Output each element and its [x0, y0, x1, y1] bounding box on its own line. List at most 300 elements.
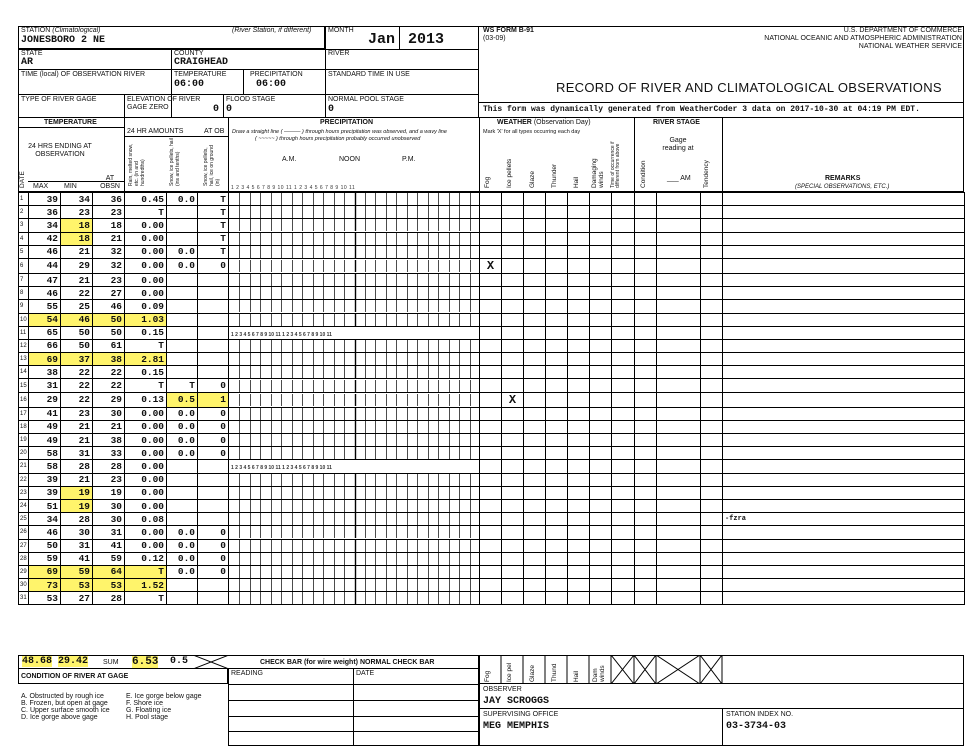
rain-cell: 0.00 [125, 258, 167, 273]
ice-pellets-cell [502, 513, 524, 526]
time-occurrence-cell [612, 499, 635, 512]
snow-cell [167, 499, 198, 512]
precip-hour-grid [229, 592, 480, 604]
station-value: JONESBORO 2 NE [21, 35, 106, 46]
ice-pellets-cell: X [502, 392, 524, 407]
hdr-vline-3 [243, 69, 244, 94]
day-cell: 1 [19, 193, 29, 206]
snow-ground-cell: T [198, 232, 229, 245]
precip-hours-cell [229, 552, 480, 565]
snow-ground-cell: T [198, 219, 229, 232]
snow-cell: 0.0 [167, 552, 198, 565]
weather-header: WEATHER [497, 119, 532, 126]
precip-hours-cell [229, 460, 480, 473]
rain-cell: 1.03 [125, 313, 167, 326]
gage-reading-cell [657, 434, 701, 447]
thunder-cell [546, 392, 568, 407]
thunder-header: Thunder [551, 163, 558, 188]
min-cell: 34 [61, 193, 93, 206]
obs-cell: 50 [93, 326, 125, 339]
snow-ground-cell [198, 579, 229, 592]
time-occurrence-cell [612, 379, 635, 392]
day-cell: 24 [19, 499, 29, 512]
snow-cell [167, 219, 198, 232]
time-label: TIME (local) OF OBSERVATION RIVER [21, 71, 146, 78]
damaging-winds-cell [590, 579, 612, 592]
damaging-winds-cell [590, 245, 612, 258]
precip-hour-grid [229, 193, 480, 205]
damaging-winds-cell [590, 313, 612, 326]
ice-pellets-cell [502, 326, 524, 339]
rain-cell: 0.00 [125, 447, 167, 460]
precip-hour-grid [229, 340, 480, 352]
table-row [19, 258, 965, 273]
precip-hour-grid [229, 540, 480, 552]
table-row [19, 592, 965, 605]
gage-reading-cell [657, 392, 701, 407]
snow-ground-cell: 0 [198, 539, 229, 552]
station-label: STATION (Climatological) [21, 27, 101, 34]
condition-cell [635, 245, 657, 258]
glaze-cell [524, 434, 546, 447]
table-row [19, 473, 965, 486]
glaze-cell [524, 379, 546, 392]
table-row [19, 513, 965, 526]
precip-hour-grid [229, 513, 480, 525]
damaging-winds-cell [590, 460, 612, 473]
fog-cell [480, 206, 502, 219]
col-vline-1 [124, 118, 125, 192]
remarks-cell [723, 592, 965, 605]
year-value: 2013 [408, 31, 445, 48]
min-cell: 27 [61, 592, 93, 605]
max-cell: 69 [29, 353, 61, 366]
wx-ice: Ice pel [506, 662, 513, 682]
date-header: DATE [19, 171, 26, 188]
ice-pellets-cell [502, 232, 524, 245]
gage-reading-cell [657, 326, 701, 339]
day-cell: 15 [19, 379, 29, 392]
state-value: AR [21, 57, 34, 68]
snow-cell [167, 300, 198, 313]
hail-cell [568, 379, 590, 392]
max-cell: 47 [29, 273, 61, 286]
tendency-cell [701, 273, 723, 286]
snow-cell [167, 513, 198, 526]
obs-cell: 50 [93, 313, 125, 326]
precip-hours-cell [229, 392, 480, 407]
max-cell: 42 [29, 232, 61, 245]
thunder-cell [546, 473, 568, 486]
hail-cell [568, 499, 590, 512]
precip-hours-cell [229, 407, 480, 420]
damaging-winds-cell [590, 486, 612, 499]
hail-header: Hail [573, 176, 580, 188]
glaze-cell [524, 392, 546, 407]
date-label: DATE [356, 670, 375, 677]
max-cell: 39 [29, 486, 61, 499]
max-cell: 34 [29, 219, 61, 232]
precip-hours-cell [229, 353, 480, 366]
remarks-cell [723, 245, 965, 258]
gage-reading-cell [657, 486, 701, 499]
rain-cell: 0.00 [125, 526, 167, 539]
damaging-winds-cell [590, 499, 612, 512]
hail-cell [568, 392, 590, 407]
hail-cell [568, 552, 590, 565]
glaze-cell [524, 552, 546, 565]
time-occurrence-cell [612, 193, 635, 206]
obs-cell: 36 [93, 193, 125, 206]
month-divider [399, 26, 400, 49]
cond-a: A. Obstructed by rough ice [21, 693, 104, 700]
min-cell: 30 [61, 526, 93, 539]
fog-cell [480, 473, 502, 486]
precip-hour-grid [229, 460, 480, 472]
thunder-cell [546, 353, 568, 366]
snow-ground-cell [198, 353, 229, 366]
max-cell: 46 [29, 287, 61, 300]
tendency-cell [701, 473, 723, 486]
day-cell: 23 [19, 486, 29, 499]
precip-hours-cell [229, 499, 480, 512]
precip-hour-grid [229, 380, 480, 392]
table-row [19, 232, 965, 245]
max-cell: 58 [29, 447, 61, 460]
condition-cell [635, 592, 657, 605]
max-cell: 38 [29, 366, 61, 379]
rain-cell: 0.00 [125, 473, 167, 486]
day-cell: 20 [19, 447, 29, 460]
at-ob-header: AT OB [204, 128, 225, 135]
day-cell: 25 [19, 513, 29, 526]
obs-cell: 22 [93, 366, 125, 379]
damaging-winds-cell [590, 379, 612, 392]
min-cell: 50 [61, 339, 93, 352]
hour-labels: 1 2 3 4 5 6 7 8 9 10 11 1 2 3 4 5 6 7 8 9 10 11 [231, 465, 332, 472]
snow-cell [167, 326, 198, 339]
supervising-label: SUPERVISING OFFICE [483, 711, 559, 718]
gage-reading-cell [657, 539, 701, 552]
table-row [19, 300, 965, 313]
snow-ground-cell: 0 [198, 379, 229, 392]
glaze-cell [524, 287, 546, 300]
precip-hour-grid [229, 314, 480, 326]
glaze-cell [524, 473, 546, 486]
fog-cell [480, 552, 502, 565]
rain-cell: T [125, 206, 167, 219]
condition-cell [635, 313, 657, 326]
snow-ground-cell: 0 [198, 434, 229, 447]
remarks-cell [723, 193, 965, 206]
ice-pellets-cell [502, 219, 524, 232]
gage-reading-header: Gage reading at [662, 137, 694, 152]
max-cell: 49 [29, 434, 61, 447]
snow-ground-cell: 0 [198, 526, 229, 539]
damaging-winds-cell [590, 473, 612, 486]
amounts-header: 24 HR AMOUNTS [127, 128, 184, 135]
table-row [19, 539, 965, 552]
day-cell: 9 [19, 300, 29, 313]
precip-hour-grid [229, 408, 480, 420]
snow-cell [167, 366, 198, 379]
hail-cell [568, 245, 590, 258]
ice-pellets-cell [502, 313, 524, 326]
day-cell: 11 [19, 326, 29, 339]
min-cell: 28 [61, 513, 93, 526]
damaging-winds-cell [590, 552, 612, 565]
glaze-cell [524, 592, 546, 605]
table-row [19, 219, 965, 232]
precip-hours-cell [229, 486, 480, 499]
condition-cell [635, 434, 657, 447]
condition-cell [635, 193, 657, 206]
snow-cell [167, 313, 198, 326]
col-hline-1 [18, 127, 124, 128]
river-label: RIVER [328, 50, 350, 57]
elevation-value: 0 [213, 104, 220, 115]
time-occurrence-cell [612, 245, 635, 258]
min-cell: 59 [61, 565, 93, 578]
remarks-cell [723, 539, 965, 552]
obs-cell: 29 [93, 392, 125, 407]
hail-cell [568, 539, 590, 552]
pm-header: P.M. [402, 156, 416, 163]
precip-hour-grid [229, 579, 480, 591]
foot-hline-1 [228, 684, 479, 685]
obs-cell: 59 [93, 552, 125, 565]
precip-hours-cell [229, 339, 480, 352]
remarks-cell [723, 447, 965, 460]
foot-vline [353, 669, 354, 746]
rain-cell: T [125, 339, 167, 352]
glaze-header: Glaze [529, 171, 536, 188]
day-cell: 18 [19, 420, 29, 433]
table-row [19, 339, 965, 352]
col-hline-2 [28, 181, 124, 182]
hail-cell [568, 219, 590, 232]
generated-note: This form was dynamically generated from WeatherCoder 3 data on 2017-10-30 at 04:19 PM EDT. [483, 105, 920, 114]
fog-cell [480, 219, 502, 232]
precip-hour-grid [229, 447, 480, 459]
hail-cell [568, 460, 590, 473]
tendency-cell [701, 232, 723, 245]
ice-pellets-cell [502, 353, 524, 366]
obs-cell: 27 [93, 287, 125, 300]
max-cell: 65 [29, 326, 61, 339]
damaging-winds-cell [590, 565, 612, 578]
station-index-value: 03-3734-03 [726, 721, 787, 732]
wx-glaze: Glaze [529, 665, 536, 682]
glaze-cell [524, 300, 546, 313]
remarks-cell [723, 486, 965, 499]
snow-cell [167, 592, 198, 605]
glaze-cell [524, 326, 546, 339]
cond-f: F. Shore ice [126, 700, 163, 707]
obs-cell: 64 [93, 565, 125, 578]
thunder-cell [546, 219, 568, 232]
precip-hours-cell [229, 565, 480, 578]
min-cell: 23 [61, 206, 93, 219]
ice-pellets-cell [502, 366, 524, 379]
glaze-cell [524, 447, 546, 460]
rain-cell: 0.00 [125, 273, 167, 286]
fog-cell [480, 379, 502, 392]
condition-cell [635, 539, 657, 552]
thunder-cell [546, 245, 568, 258]
ice-pellets-cell [502, 193, 524, 206]
rain-cell: 0.00 [125, 434, 167, 447]
thunder-cell [546, 273, 568, 286]
fog-cell [480, 193, 502, 206]
snow-ground-cell [198, 300, 229, 313]
day-cell: 27 [19, 539, 29, 552]
thunder-cell [546, 258, 568, 273]
precip-hours-cell [229, 513, 480, 526]
time-occurrence-cell [612, 258, 635, 273]
table-row [19, 287, 965, 300]
fog-cell [480, 353, 502, 366]
snow-cell: 0.0 [167, 193, 198, 206]
thunder-cell [546, 313, 568, 326]
tendency-cell [701, 326, 723, 339]
ice-pellets-cell [502, 420, 524, 433]
table-row [19, 579, 965, 592]
sum-cross [193, 655, 229, 669]
min-cell: 41 [61, 552, 93, 565]
thunder-cell [546, 447, 568, 460]
precip-time-label: PRECIPITATION [250, 71, 303, 78]
fog-cell [480, 392, 502, 407]
time-occurrence-cell [612, 353, 635, 366]
flood-label: FLOOD STAGE [226, 96, 276, 103]
glaze-cell [524, 407, 546, 420]
thunder-cell [546, 407, 568, 420]
rain-cell: 0.15 [125, 366, 167, 379]
condition-cell [635, 366, 657, 379]
condition-cell [635, 287, 657, 300]
remarks-cell [723, 473, 965, 486]
table-row [19, 499, 965, 512]
obs-cell: 30 [93, 499, 125, 512]
obs-cell: 21 [93, 232, 125, 245]
station-index-label: STATION INDEX NO. [726, 711, 794, 718]
rain-cell: 0.00 [125, 486, 167, 499]
damaging-winds-cell [590, 339, 612, 352]
glaze-cell [524, 539, 546, 552]
max-cell: 66 [29, 339, 61, 352]
precip-hours-cell [229, 193, 480, 206]
tendency-cell [701, 513, 723, 526]
precip-hour-grid [229, 366, 480, 378]
min-cell: 53 [61, 579, 93, 592]
snow-ground-cell: 0 [198, 407, 229, 420]
foot-hline-2 [228, 700, 479, 701]
thunder-cell [546, 486, 568, 499]
table-row [19, 353, 965, 366]
month-value: Jan [368, 31, 396, 48]
precip-hours-cell [229, 206, 480, 219]
thunder-cell [546, 513, 568, 526]
snow-ground-cell: 0 [198, 258, 229, 273]
snow-ground-cell [198, 473, 229, 486]
rain-cell: 0.00 [125, 539, 167, 552]
reading-label: READING [231, 670, 263, 677]
hdr-line-2 [18, 69, 479, 70]
hail-cell [568, 206, 590, 219]
thunder-cell [546, 287, 568, 300]
max-cell: 31 [29, 379, 61, 392]
tendency-cell [701, 592, 723, 605]
table-row [19, 206, 965, 219]
time-occurrence-cell [612, 300, 635, 313]
gage-reading-cell [657, 273, 701, 286]
condition-cell [635, 300, 657, 313]
day-cell: 22 [19, 473, 29, 486]
gage-reading-cell [657, 353, 701, 366]
min-cell: 22 [61, 392, 93, 407]
snow-ground-cell: 1 [198, 392, 229, 407]
hdr-vline-4 [124, 94, 125, 118]
supervising-value: MEG MEMPHIS [483, 721, 550, 732]
snow-cell: 0.5 [167, 392, 198, 407]
tendency-cell [701, 407, 723, 420]
obs-cell: 38 [93, 434, 125, 447]
obs-cell: 31 [93, 526, 125, 539]
max-cell: 73 [29, 579, 61, 592]
fog-cell [480, 339, 502, 352]
col-hline-3 [124, 136, 228, 137]
thunder-cell [546, 206, 568, 219]
fog-cell [480, 366, 502, 379]
obs-cell: 46 [93, 300, 125, 313]
day-cell: 12 [19, 339, 29, 352]
gage-reading-cell [657, 592, 701, 605]
min-cell: 21 [61, 473, 93, 486]
snow-ground-cell [198, 273, 229, 286]
hail-cell [568, 353, 590, 366]
snow-ground-cell [198, 499, 229, 512]
max-cell: 41 [29, 407, 61, 420]
ice-pellets-cell [502, 539, 524, 552]
glaze-cell [524, 219, 546, 232]
time-occurrence-cell [612, 206, 635, 219]
gage-reading-cell [657, 579, 701, 592]
gage-reading-cell [657, 193, 701, 206]
gage-reading-cell [657, 232, 701, 245]
snow-ground-cell [198, 326, 229, 339]
hail-cell [568, 513, 590, 526]
tendency-header: Tendency [703, 160, 710, 188]
day-cell: 3 [19, 219, 29, 232]
damaging-winds-cell [590, 193, 612, 206]
glaze-cell [524, 420, 546, 433]
max-cell: 54 [29, 313, 61, 326]
thunder-cell [546, 434, 568, 447]
time-occurrence-cell [612, 552, 635, 565]
time-occurrence-cell [612, 434, 635, 447]
snow-cell [167, 579, 198, 592]
foot-hline-3 [228, 716, 479, 717]
hdr-line-4 [479, 102, 964, 103]
time-occurrence-cell [612, 392, 635, 407]
hail-cell [568, 258, 590, 273]
check-bar-label: CHECK BAR (for wire weight) NORMAL CHECK BAR [260, 659, 435, 666]
thunder-cell [546, 552, 568, 565]
tendency-cell [701, 552, 723, 565]
condition-cell [635, 565, 657, 578]
min-cell: 25 [61, 300, 93, 313]
